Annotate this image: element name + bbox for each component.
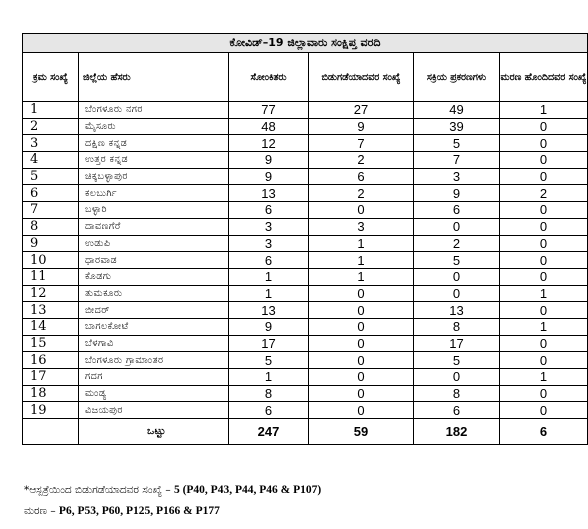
active-cell: 0 [414, 285, 500, 302]
deaths-note [24, 505, 220, 518]
infected-cell: 13 [229, 185, 309, 202]
active-cell: 2 [414, 235, 500, 252]
district-cell: ಬೆಳಗಾವಿ [79, 335, 229, 352]
district-cell: ಕೊಡಗು [79, 268, 229, 285]
discharged-cell: 0 [309, 369, 414, 386]
active-cell: 8 [414, 318, 500, 335]
district-cell: ಮಂಡ್ಯ [79, 385, 229, 402]
deaths-cell: 0 [500, 118, 588, 135]
deaths-cell: 1 [500, 318, 588, 335]
table-row [23, 202, 588, 219]
table-row [23, 369, 588, 386]
table-row [23, 385, 588, 402]
active-cell: 13 [414, 302, 500, 319]
deaths-cell: 0 [500, 335, 588, 352]
serial-cell: 19 [23, 402, 79, 419]
infected-cell: 12 [229, 135, 309, 152]
total-serial-cell [23, 419, 79, 445]
serial-cell: 1 [23, 102, 79, 119]
deaths-note-detail: P6, P53, P60, P125, P166 & P177 [58, 505, 220, 517]
table-row [23, 118, 588, 135]
serial-cell: 12 [23, 285, 79, 302]
active-cell: 8 [414, 385, 500, 402]
table-row [23, 268, 588, 285]
discharged-cell: 0 [309, 318, 414, 335]
serial-cell: 3 [23, 135, 79, 152]
table-row [23, 102, 588, 119]
district-summary-table [22, 33, 588, 445]
infected-cell: 1 [229, 369, 309, 386]
deaths-cell: 0 [500, 152, 588, 169]
serial-cell: 6 [23, 185, 79, 202]
active-cell: 5 [414, 135, 500, 152]
serial-cell: 15 [23, 335, 79, 352]
table-title: ಕೋವಿಡ್–19 ಜಿಲ್ಲಾವಾರು ಸಂಕ್ಷಿಪ್ತ ವರದಿ [23, 34, 588, 53]
deaths-cell: 1 [500, 102, 588, 119]
discharged-cell: 1 [309, 252, 414, 269]
infected-cell: 13 [229, 302, 309, 319]
deaths-cell: 0 [500, 202, 588, 219]
infected-cell: 5 [229, 352, 309, 369]
table-row [23, 335, 588, 352]
district-cell: ಬಳ್ಳಾರಿ [79, 202, 229, 219]
table-row [23, 235, 588, 252]
district-cell: ವಿಜಯಪುರ [79, 402, 229, 419]
active-cell: 6 [414, 402, 500, 419]
active-cell: 0 [414, 369, 500, 386]
district-cell: ದಕ್ಷಿಣ ಕನ್ನಡ [79, 135, 229, 152]
table-row [23, 285, 588, 302]
deaths-cell: 1 [500, 369, 588, 386]
active-cell: 9 [414, 185, 500, 202]
district-cell: ಧಾರವಾಡ [79, 252, 229, 269]
infected-cell: 9 [229, 318, 309, 335]
deaths-cell: 0 [500, 235, 588, 252]
infected-cell: 6 [229, 202, 309, 219]
total-discharged: 59 [309, 419, 414, 445]
serial-cell: 18 [23, 385, 79, 402]
table-row [23, 252, 588, 269]
deaths-cell: 0 [500, 135, 588, 152]
infected-cell: 6 [229, 402, 309, 419]
discharged-cell: 1 [309, 268, 414, 285]
active-cell: 17 [414, 335, 500, 352]
deaths-cell: 0 [500, 402, 588, 419]
discharged-cell: 0 [309, 285, 414, 302]
infected-cell: 8 [229, 385, 309, 402]
discharged-note-detail: 5 (P40, P43, P44, P46 & P107) [173, 484, 322, 496]
header-infected: ಸೋಂಕಿತರು [229, 53, 309, 102]
header-deaths: ಮರಣ ಹೊಂದಿದವರ ಸಂಖ್ಯೆ [500, 53, 588, 102]
header-active: ಸಕ್ರಿಯ ಪ್ರಕರಣಗಳು [414, 53, 500, 102]
discharged-cell: 6 [309, 168, 414, 185]
serial-cell: 16 [23, 352, 79, 369]
deaths-cell: 0 [500, 268, 588, 285]
total-label: ಒಟ್ಟು [79, 419, 229, 445]
district-cell: ಉಡುಪಿ [79, 235, 229, 252]
district-cell: ಚಿಕ್ಕಬಳ್ಳಾಪುರ [79, 168, 229, 185]
deaths-cell: 0 [500, 385, 588, 402]
discharged-cell: 7 [309, 135, 414, 152]
header-row [23, 53, 588, 102]
serial-cell: 13 [23, 302, 79, 319]
deaths-cell: 0 [500, 302, 588, 319]
header-district: ಜಿಲ್ಲೆಯ ಹೆಸರು [79, 53, 229, 102]
total-deaths: 6 [500, 419, 588, 445]
serial-cell: 8 [23, 218, 79, 235]
table-title-row [23, 34, 588, 53]
active-cell: 39 [414, 118, 500, 135]
deaths-cell: 0 [500, 252, 588, 269]
discharged-note [24, 484, 321, 497]
infected-cell: 3 [229, 235, 309, 252]
active-cell: 5 [414, 352, 500, 369]
discharged-cell: 0 [309, 352, 414, 369]
deaths-note-prefix: ಮರಣ – [24, 505, 56, 517]
active-cell: 3 [414, 168, 500, 185]
table-row [23, 402, 588, 419]
district-cell: ಉತ್ತರ ಕನ್ನಡ [79, 152, 229, 169]
active-cell: 7 [414, 152, 500, 169]
infected-cell: 1 [229, 268, 309, 285]
discharged-cell: 2 [309, 185, 414, 202]
discharged-cell: 2 [309, 152, 414, 169]
discharged-cell: 0 [309, 402, 414, 419]
serial-cell: 14 [23, 318, 79, 335]
infected-cell: 6 [229, 252, 309, 269]
district-cell: ಬಾಗಲಕೋಟೆ [79, 318, 229, 335]
district-cell: ಕಲಬುರ್ಗಿ [79, 185, 229, 202]
table-row [23, 318, 588, 335]
active-cell: 6 [414, 202, 500, 219]
table-body [23, 102, 588, 419]
serial-cell: 5 [23, 168, 79, 185]
deaths-cell: 0 [500, 168, 588, 185]
serial-cell: 2 [23, 118, 79, 135]
serial-cell: 4 [23, 152, 79, 169]
table-row [23, 185, 588, 202]
discharged-cell: 1 [309, 235, 414, 252]
table-row [23, 352, 588, 369]
infected-cell: 9 [229, 152, 309, 169]
active-cell: 0 [414, 268, 500, 285]
deaths-cell: 0 [500, 218, 588, 235]
serial-cell: 10 [23, 252, 79, 269]
table-row [23, 302, 588, 319]
serial-cell: 7 [23, 202, 79, 219]
infected-cell: 9 [229, 168, 309, 185]
header-discharged: ಬಿಡುಗಡೆಯಾದವರ ಸಂಖ್ಯೆ [309, 53, 414, 102]
serial-cell: 17 [23, 369, 79, 386]
discharged-cell: 3 [309, 218, 414, 235]
serial-cell: 9 [23, 235, 79, 252]
district-cell: ಬೆಂಗಳೂರು ಗ್ರಾಮಾಂತರ [79, 352, 229, 369]
deaths-cell: 0 [500, 352, 588, 369]
district-cell: ಮೈಸೂರು [79, 118, 229, 135]
total-infected: 247 [229, 419, 309, 445]
active-cell: 49 [414, 102, 500, 119]
district-cell: ತುಮಕೂರು [79, 285, 229, 302]
infected-cell: 17 [229, 335, 309, 352]
infected-cell: 77 [229, 102, 309, 119]
district-cell: ಬೀದರ್ [79, 302, 229, 319]
district-cell: ಬೆಂಗಳೂರು ನಗರ [79, 102, 229, 119]
deaths-cell: 2 [500, 185, 588, 202]
discharged-cell: 0 [309, 385, 414, 402]
header-serial: ಕ್ರಮ ಸಂಖ್ಯೆ [23, 53, 79, 102]
table-row [23, 218, 588, 235]
serial-cell: 11 [23, 268, 79, 285]
infected-cell: 1 [229, 285, 309, 302]
total-row [23, 419, 588, 445]
discharged-cell: 9 [309, 118, 414, 135]
discharged-note-prefix: *ಆಸ್ಪತ್ರೆಯಿಂದ ಬಿಡುಗಡೆಯಾದವರ ಸಂಖ್ಯೆ – [24, 484, 171, 496]
infected-cell: 48 [229, 118, 309, 135]
table-row [23, 168, 588, 185]
infected-cell: 3 [229, 218, 309, 235]
discharged-cell: 0 [309, 202, 414, 219]
discharged-cell: 0 [309, 302, 414, 319]
total-active: 182 [414, 419, 500, 445]
active-cell: 5 [414, 252, 500, 269]
discharged-cell: 27 [309, 102, 414, 119]
deaths-cell: 1 [500, 285, 588, 302]
district-cell: ದಾವಣಗೆರೆ [79, 218, 229, 235]
active-cell: 0 [414, 218, 500, 235]
table-row [23, 135, 588, 152]
district-cell: ಗದಗ [79, 369, 229, 386]
table-row [23, 152, 588, 169]
discharged-cell: 0 [309, 335, 414, 352]
